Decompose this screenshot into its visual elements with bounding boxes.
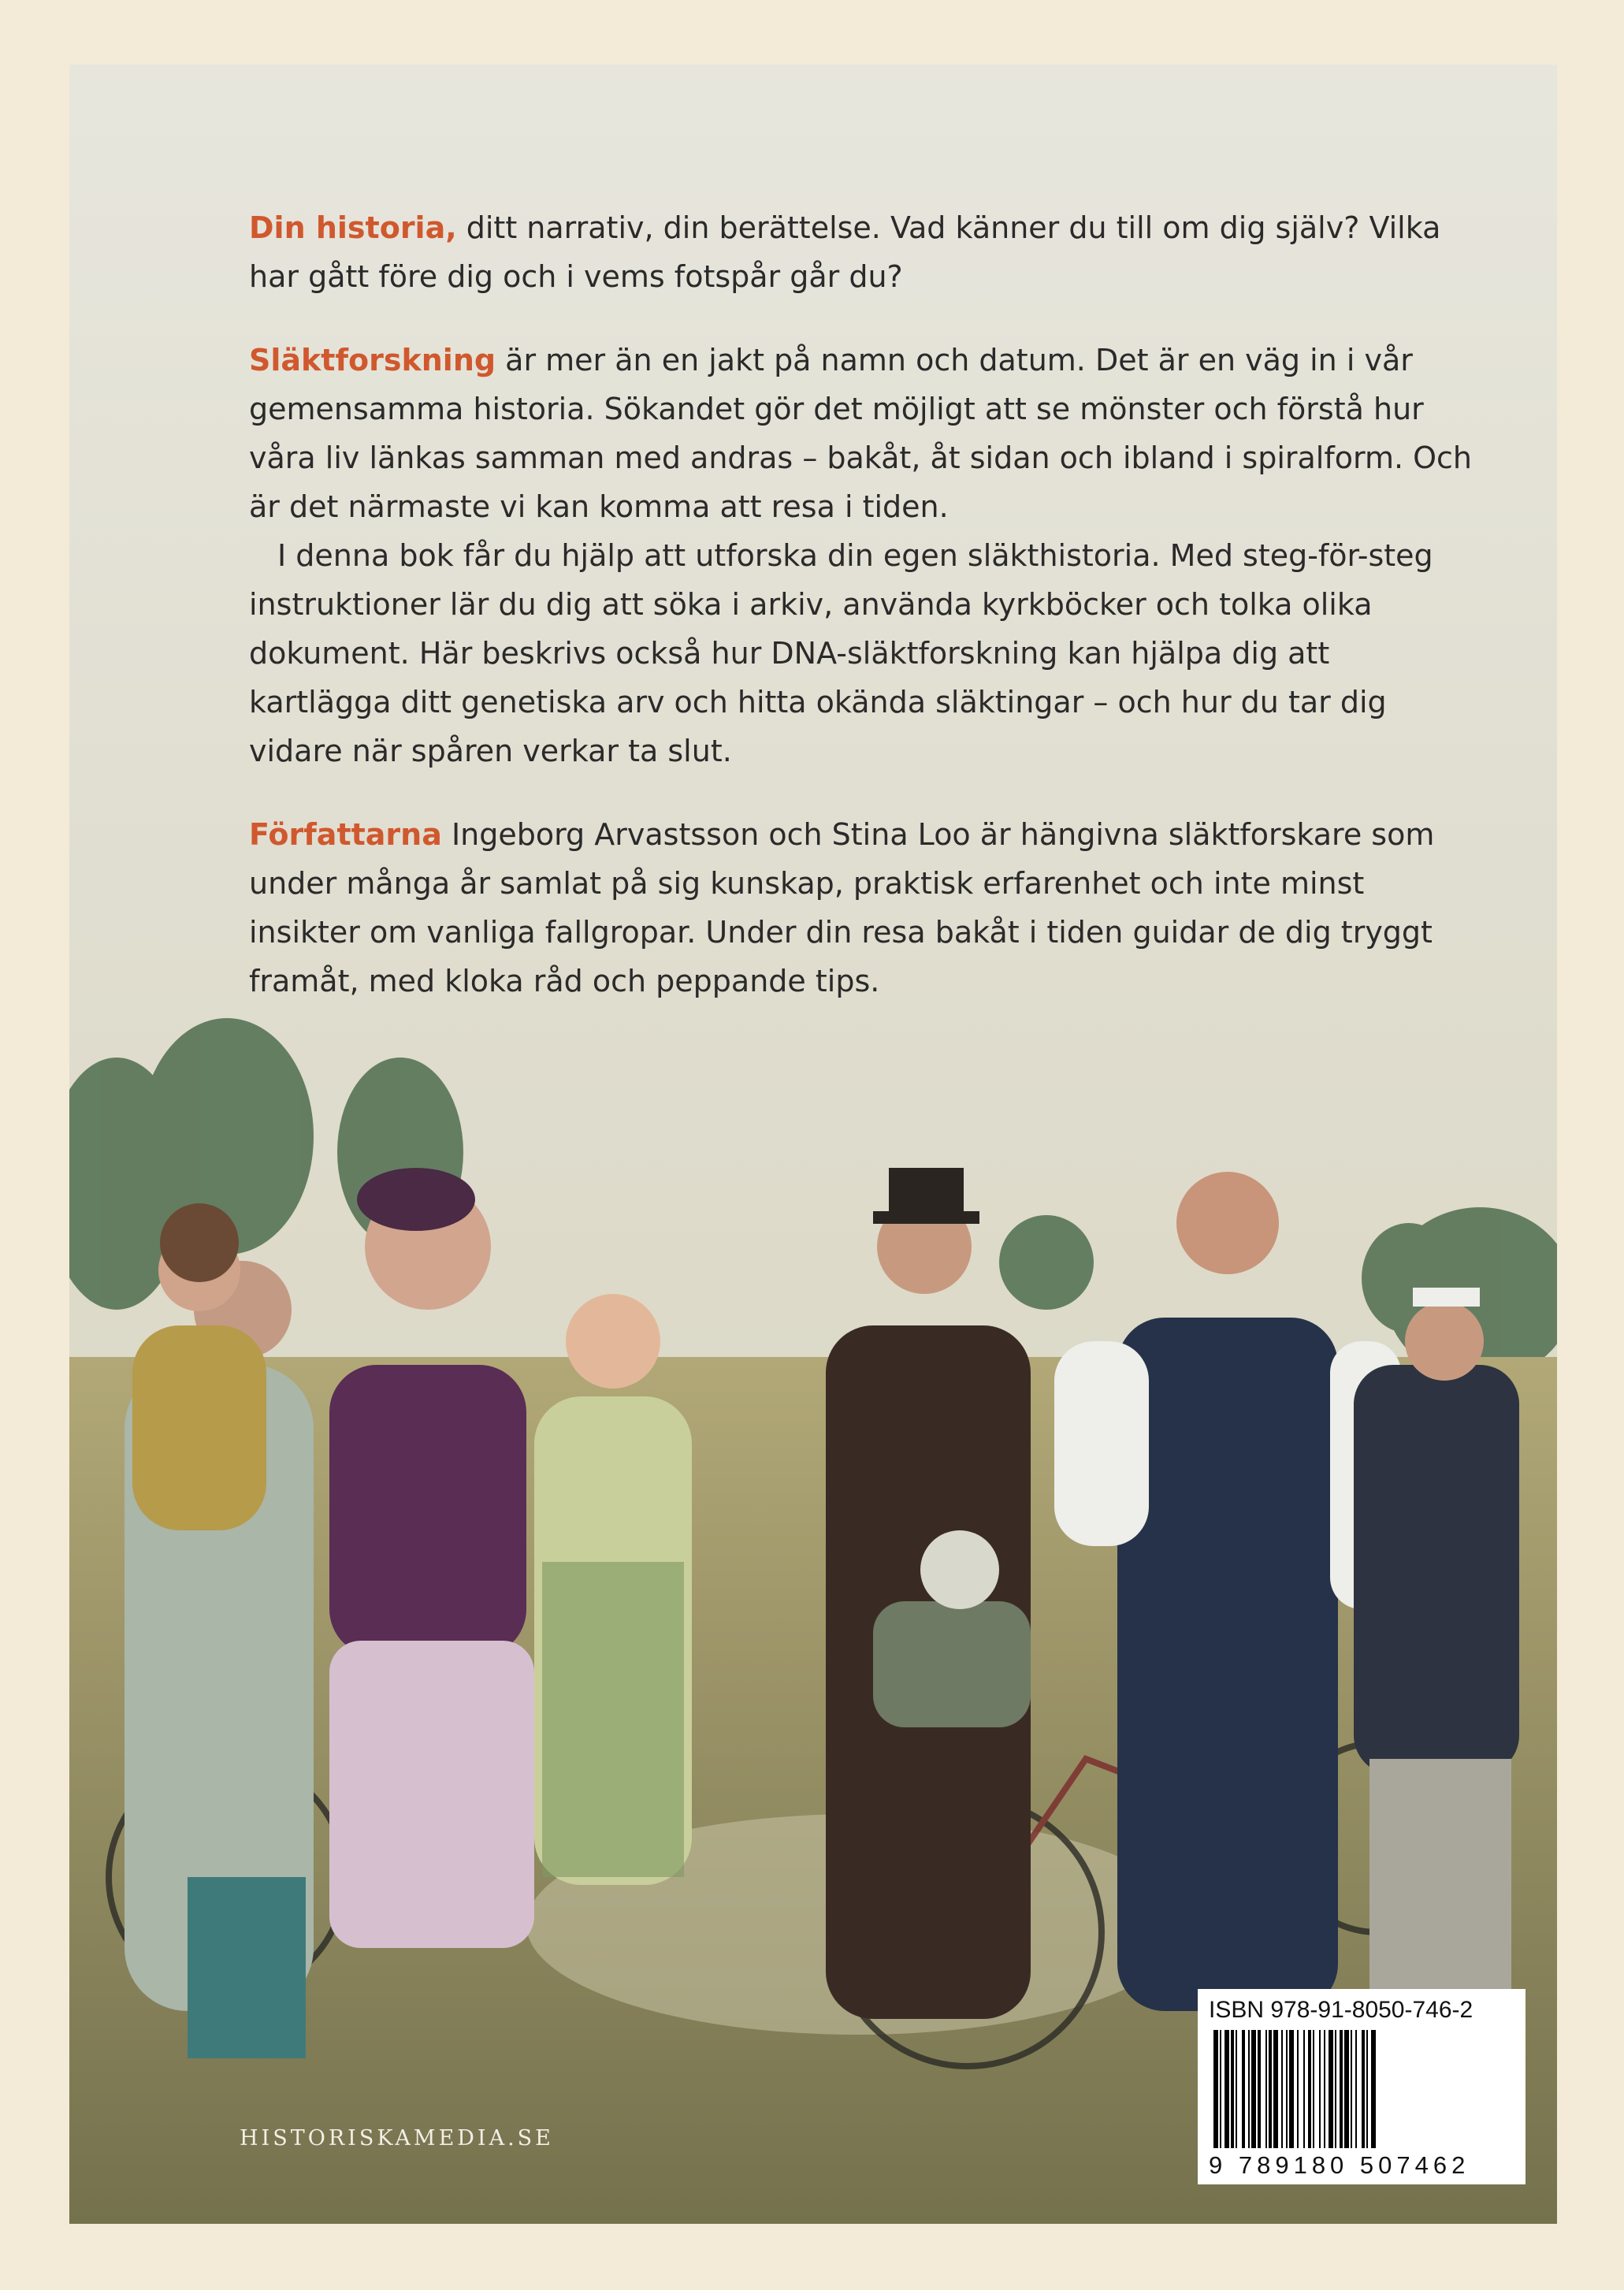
research-paragraph [249,336,1478,531]
intro-paragraph [249,203,1478,301]
isbn-label: ISBN 978-91-8050-746-2 [1209,1997,1473,2023]
authors-paragraph [249,810,1478,1006]
publisher-url: HISTORISKAMEDIA.SE [240,2126,554,2151]
authors-lead: Författarna [249,817,442,852]
back-cover [69,65,1557,2224]
barcode-digits: 9 789180 507462 [1209,2151,1470,2179]
authors-text: Ingeborg Arvastsson och Stina Loo är hängivna släktforskare som under många år samlat på sig kunskap, praktisk erfarenhet och inte minst insikter om vanliga fallgropar. Under din resa bakåt i tiden guidar de dig tryggt framåt, med kloka råd och peppande tips. [249,817,1435,998]
barcode-bars [1212,2030,1511,2148]
research-lead: Släktforskning [249,343,496,377]
intro-text: ditt narrativ, din berättelse. Vad känner du till om dig själv? Vilka har gått före dig och i vems fotspår går du? [249,210,1441,294]
intro-lead: Din historia, [249,210,457,245]
isbn-barcode [1198,1989,1526,2184]
research-text: är mer än en jakt på namn och datum. Det är en väg in i vår gemensamma historia. Sökandet gör det möjligt att se mönster och förstå hur våra liv länkas samman med andras – bakåt, åt sidan och ibland i spiralform. Och är det närmaste vi kan komma att resa i tiden. [249,343,1473,524]
blurb [249,203,1478,1040]
research-continuation: I denna bok får du hjälp att utforska din egen släkthistoria. Med steg-för-steg instruktioner lär du dig att söka i arkiv, använda kyrkböcker och tolka olika dokument. Här beskrivs också hur DNA-släktforskning kan hjälpa dig att kartlägga ditt genetiska arv och hitta okända släktingar – och hur du tar dig vidare när spåren verkar ta slut. [249,538,1433,768]
